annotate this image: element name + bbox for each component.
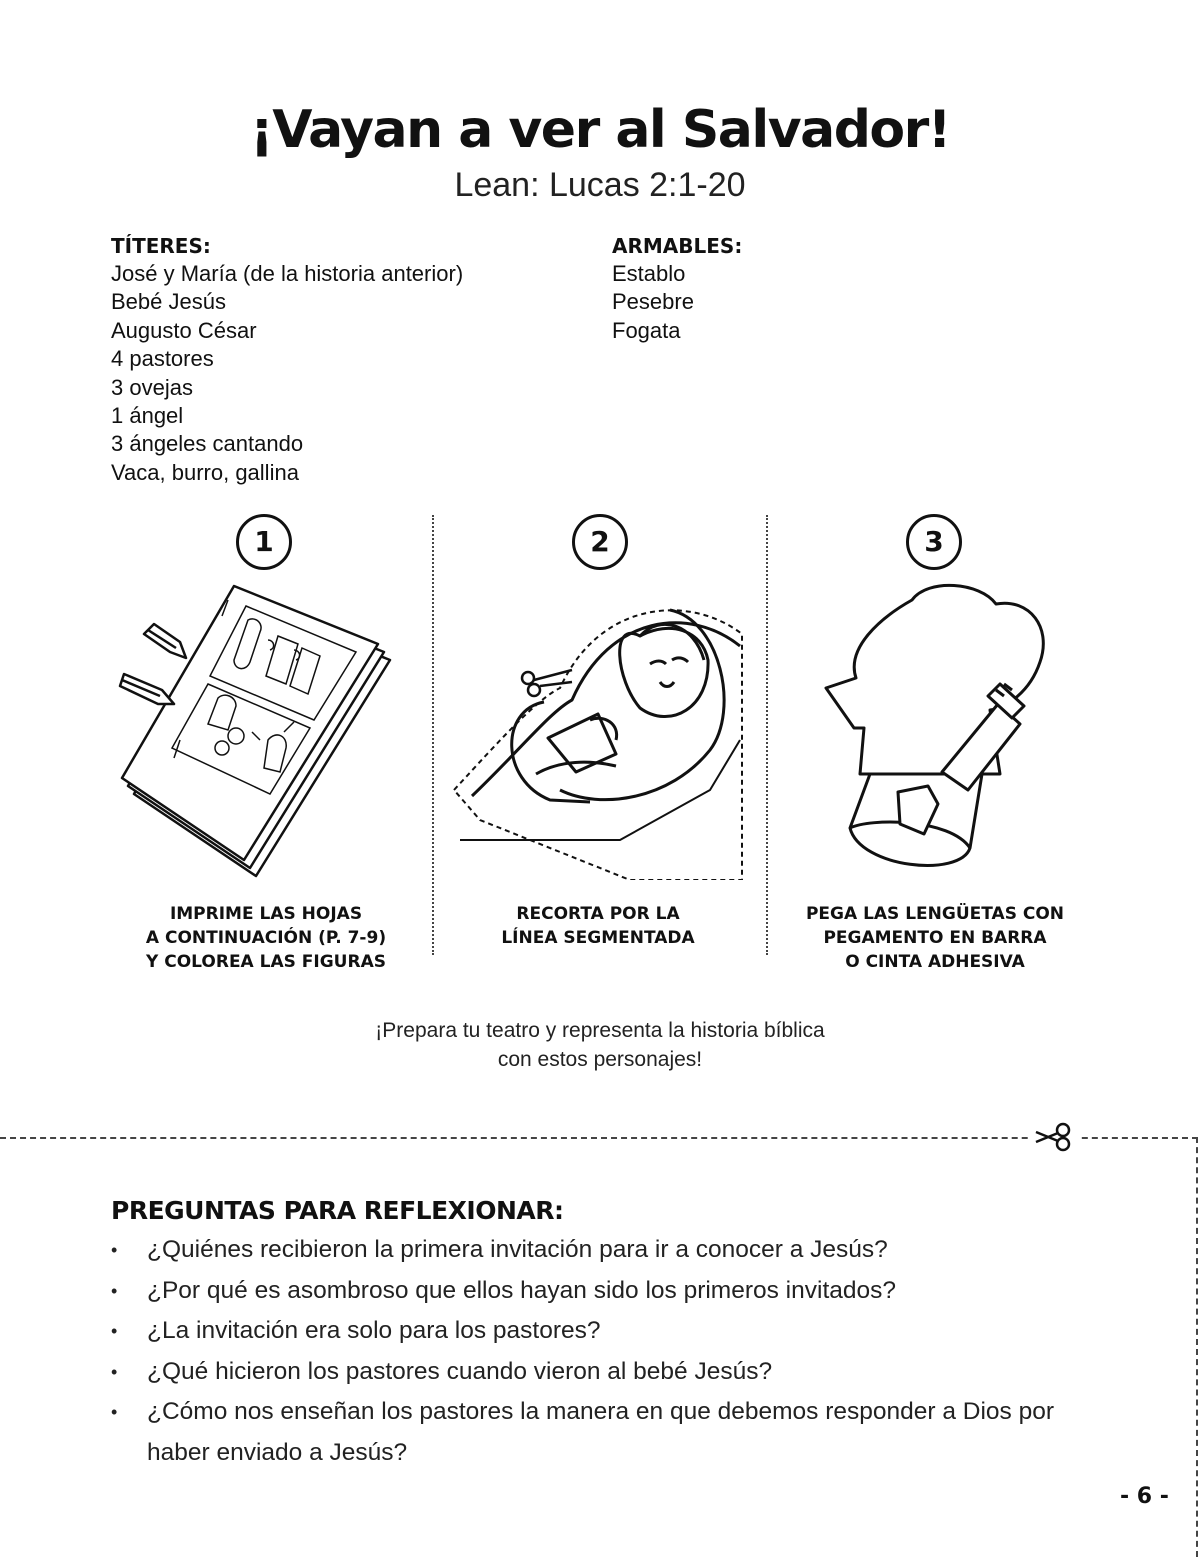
step-1-caption (116, 902, 416, 974)
glue-stick-icon (820, 578, 1060, 878)
page-number: - 6 - (1120, 1484, 1169, 1509)
list-item: Vaca, burro, gallina (111, 459, 299, 485)
step-divider (432, 515, 434, 955)
puppets-list (111, 260, 463, 487)
step-2-caption (448, 902, 748, 950)
scissors-icon (1028, 1122, 1078, 1152)
caption-line: LÍNEA SEGMENTADA (501, 928, 695, 948)
scripture-reference: Lean: Lucas 2:1-20 (454, 166, 746, 204)
printed-sheets-icon (118, 580, 398, 880)
questions-list (111, 1230, 1101, 1473)
outro-text (300, 1016, 900, 1074)
question-item: • ¿La invitación era solo para los pastores? (111, 1311, 1101, 1352)
outro-line: con estos personajes! (497, 1048, 703, 1071)
list-item: Augusto César (111, 317, 257, 343)
list-item: Fogata (612, 317, 681, 343)
list-item: Bebé Jesús (111, 289, 226, 315)
step-divider (766, 515, 768, 955)
step-number-3: 3 (906, 514, 962, 570)
list-item: 1 ángel (111, 403, 184, 429)
caption-line: PEGAMENTO EN BARRA (823, 928, 1047, 948)
caption-line: A CONTINUACIÓN (P. 7-9) (145, 928, 387, 948)
list-item: 3 ángeles cantando (111, 431, 304, 457)
step-number-1: 1 (236, 514, 292, 570)
caption-line: IMPRIME LAS HOJAS (169, 904, 363, 924)
caption-line: PEGA LAS LENGÜETAS CON (805, 904, 1065, 924)
outro-line: ¡Prepara tu teatro y representa la historia bíblica (375, 1019, 825, 1042)
list-item: 4 pastores (111, 346, 214, 372)
page-title: ¡Vayan a ver al Salvador! (250, 100, 950, 160)
caption-line: RECORTA POR LA (516, 904, 680, 924)
puppets-section (111, 232, 463, 487)
questions-heading: PREGUNTAS PARA REFLEXIONAR: (111, 1196, 564, 1225)
step-3-caption (785, 902, 1085, 974)
list-item: José y María (de la historia anterior) (111, 261, 464, 286)
buildables-heading: ARMABLES: (612, 234, 743, 258)
list-item: Establo (612, 261, 686, 286)
buildables-list (612, 260, 742, 345)
question-item: • ¿Qué hicieron los pastores cuando vieron al bebé Jesús? (111, 1352, 1101, 1393)
question-item: • ¿Por qué es asombroso que ellos hayan sido los primeros invitados? (111, 1271, 1101, 1312)
question-item: • ¿Quiénes recibieron la primera invitación para ir a conocer a Jesús? (111, 1230, 1101, 1271)
caption-line: O CINTA ADHESIVA (845, 952, 1025, 972)
question-item: • ¿Cómo nos enseñan los pastores la manera en que debemos responder a Dios por haber enviado a Jesús? (111, 1392, 1101, 1473)
list-item: Pesebre (612, 289, 694, 315)
caption-line: Y COLOREA LAS FIGURAS (146, 952, 386, 972)
list-item: 3 ovejas (111, 374, 193, 400)
scissors-cutting-icon (440, 590, 750, 880)
puppets-heading: TÍTERES: (111, 234, 211, 258)
buildables-section (612, 232, 742, 345)
step-number-2: 2 (572, 514, 628, 570)
